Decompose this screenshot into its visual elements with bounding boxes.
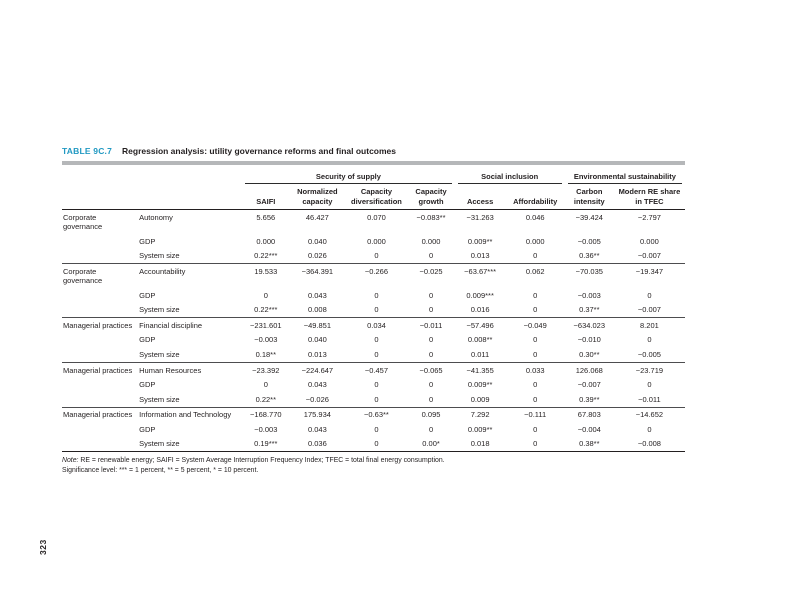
col-group-label: Social inclusion <box>458 170 562 184</box>
cell-value: −0.63** <box>345 407 407 422</box>
cell-value: −0.003 <box>254 335 278 345</box>
cell-value: 46.427 <box>305 212 329 222</box>
column-header-normalized-capacity: Normalized capacity <box>289 184 345 209</box>
table-row <box>62 318 685 333</box>
cell-value: 0 <box>533 251 538 261</box>
cell-value: 0.37** <box>579 305 600 315</box>
table-row <box>62 392 685 407</box>
cell-value: −0.025 <box>408 264 455 288</box>
cell-value: 67.803 <box>565 407 614 422</box>
column-group-row <box>62 167 685 184</box>
cell-value: 0 <box>533 349 538 359</box>
table-row <box>62 378 685 393</box>
row-variable-label: GDP <box>139 424 156 434</box>
cell-value: −2.797 <box>637 212 661 222</box>
cell-value: −0.004 <box>577 424 601 434</box>
cell-value: 0.009** <box>467 380 493 390</box>
column-header-row <box>62 184 685 209</box>
row-group-label: Managerial practices <box>62 407 138 422</box>
cell-value: 0 <box>428 380 434 390</box>
cell-value: −0.083** <box>416 212 446 222</box>
cell-value: 0 <box>374 380 379 390</box>
cell-value: 0 <box>647 380 652 390</box>
cell-value: 0 <box>374 305 379 315</box>
row-group-label <box>62 234 138 249</box>
cell-value: −0.010 <box>577 335 601 345</box>
row-group-label <box>62 392 138 407</box>
table-row <box>62 264 685 288</box>
cell-value: 0 <box>533 380 538 390</box>
row-group-label: Corporate governance <box>63 212 103 232</box>
cell-value: 0.095 <box>408 407 455 422</box>
row-variable-label: Financial discipline <box>138 318 242 333</box>
cell-value: −0.065 <box>408 362 455 377</box>
row-group-label: Managerial practices <box>62 362 138 377</box>
cell-value: 0.00* <box>408 437 455 452</box>
note-significance <box>62 466 685 475</box>
row-variable-label: Information and Technology <box>138 407 242 422</box>
table-label: TABLE 9C.7 <box>62 146 113 156</box>
cell-value: 8.201 <box>614 318 685 333</box>
cell-value: −0.266 <box>345 264 407 288</box>
row-group-label: Corporate governance <box>62 264 138 288</box>
regression-table-section <box>62 146 685 475</box>
cell-value: −168.770 <box>242 407 289 422</box>
cell-value: 19.533 <box>242 264 289 288</box>
cell-value: 0 <box>428 305 434 315</box>
column-header-capacity-growth: Capacity growth <box>408 184 455 209</box>
table-row <box>62 303 685 318</box>
table-title: Regression analysis: utility governance reforms and final outcomes <box>122 146 396 156</box>
note-text: Significance level: *** = 1 percent, ** = 5 percent, * = 10 percent. <box>62 466 259 474</box>
cell-value: 0 <box>428 424 434 434</box>
cell-value: 0.026 <box>307 251 327 261</box>
cell-value: 0 <box>428 290 434 300</box>
table-top-rule <box>62 161 685 165</box>
note-text: RE = renewable energy; SAIFI = System Average Interruption Frequency Index; TFEC = total final energy consumption. <box>78 457 445 465</box>
table-row <box>62 362 685 377</box>
cell-value: −23.719 <box>614 362 685 377</box>
cell-value: 0.011 <box>471 349 490 359</box>
table-row <box>62 288 685 303</box>
cell-value: 0.008** <box>467 335 493 345</box>
table-row <box>62 347 685 362</box>
note-prefix: Note: <box>62 457 79 465</box>
regression-table <box>62 167 685 452</box>
cell-value: −0.007 <box>637 305 661 315</box>
cell-value: 0 <box>374 290 379 300</box>
cell-value: 0 <box>647 290 652 300</box>
cell-value: 0.22*** <box>254 305 278 315</box>
cell-value: −23.392 <box>242 362 289 377</box>
cell-value: −19.347 <box>614 264 685 288</box>
cell-value: −0.003 <box>254 424 278 434</box>
row-group-label <box>62 437 138 452</box>
page-number: 323 <box>38 539 48 555</box>
cell-value: 5.656 <box>256 212 276 222</box>
table-row <box>62 234 685 249</box>
col-group-label: Environmental sustainability <box>568 170 682 184</box>
cell-value: −0.003 <box>577 290 601 300</box>
cell-value: 0 <box>533 424 538 434</box>
cell-value: 0.033 <box>506 362 565 377</box>
cell-value: 0.009** <box>467 236 493 246</box>
row-variable-label: Human Resources <box>138 362 242 377</box>
cell-value: 0.062 <box>506 264 565 288</box>
row-variable-label: System size <box>139 305 180 315</box>
table-body <box>62 210 685 452</box>
row-variable-label: GDP <box>139 335 156 345</box>
col-group-environmental-sustainability <box>565 167 685 184</box>
col-group-security-of-supply <box>242 167 454 184</box>
cell-value: 0.009** <box>467 424 493 434</box>
cell-value: 0 <box>428 251 434 261</box>
cell-value: 0 <box>533 335 538 345</box>
table-row <box>62 422 685 437</box>
cell-value: 0.009*** <box>466 290 494 300</box>
cell-value: 0.38** <box>565 437 614 452</box>
table-row <box>62 407 685 422</box>
cell-value: 0.018 <box>455 437 506 452</box>
row-group-label <box>62 347 138 362</box>
note-abbreviations <box>62 456 685 465</box>
table-row <box>62 249 685 264</box>
col-group-label: Security of supply <box>245 170 451 184</box>
cell-value: 0.046 <box>525 212 545 222</box>
cell-value: −41.355 <box>455 362 506 377</box>
cell-value: −0.005 <box>577 236 601 246</box>
cell-value: −0.049 <box>506 318 565 333</box>
row-variable-label: GDP <box>139 290 156 300</box>
table-header <box>62 167 685 210</box>
cell-value: 0 <box>533 290 538 300</box>
cell-value: 7.292 <box>455 407 506 422</box>
cell-value: −39.424 <box>575 212 603 222</box>
cell-value: 0.040 <box>307 236 327 246</box>
cell-value: −224.647 <box>289 362 345 377</box>
column-header-capacity-diversification: Capacity diversification <box>345 184 407 209</box>
cell-value: 0.070 <box>367 212 386 222</box>
cell-value: −0.005 <box>637 349 661 359</box>
cell-value: −0.111 <box>506 407 565 422</box>
cell-value: 0.000 <box>367 236 386 246</box>
row-variable-label: GDP <box>139 236 156 246</box>
cell-value: 0.000 <box>256 236 276 246</box>
cell-value: 0 <box>647 424 652 434</box>
cell-value: 0.36** <box>579 251 600 261</box>
col-group-social-inclusion <box>455 167 565 184</box>
cell-value: −57.496 <box>455 318 506 333</box>
table-row <box>62 210 685 234</box>
cell-value: −231.601 <box>242 318 289 333</box>
row-group-label <box>62 378 138 393</box>
cell-value: 0 <box>533 394 538 404</box>
cell-value: 0.043 <box>307 290 327 300</box>
row-variable-label: System size <box>139 251 180 261</box>
empty-header-cell <box>62 184 138 209</box>
row-variable-label: System size <box>138 437 242 452</box>
cell-value: 0.30** <box>579 349 600 359</box>
cell-value: 0.22*** <box>254 251 278 261</box>
row-group-label <box>62 303 138 318</box>
cell-value: 0.043 <box>307 424 327 434</box>
cell-value: −634.023 <box>565 318 614 333</box>
row-group-label <box>62 422 138 437</box>
cell-value: 175.934 <box>289 407 345 422</box>
table-row <box>62 437 685 452</box>
row-group-label <box>62 333 138 348</box>
cell-value: 0.000 <box>421 236 441 246</box>
table-caption <box>62 146 685 156</box>
cell-value: 0.040 <box>307 335 327 345</box>
cell-value: 0.013 <box>307 349 327 359</box>
cell-value: −0.011 <box>638 394 661 404</box>
cell-value: 0.016 <box>470 305 490 315</box>
cell-value: −364.391 <box>289 264 345 288</box>
row-variable-label: Autonomy <box>139 212 173 222</box>
row-group-label <box>62 249 138 264</box>
cell-value: 0.034 <box>345 318 407 333</box>
cell-value: 0.043 <box>307 380 327 390</box>
row-variable-label: GDP <box>139 380 156 390</box>
cell-value: 0 <box>428 335 434 345</box>
cell-value: −14.652 <box>614 407 685 422</box>
cell-value: 0.19*** <box>242 437 289 452</box>
cell-value: 0.000 <box>525 236 545 246</box>
cell-value: −63.67*** <box>455 264 506 288</box>
cell-value: 0.39** <box>579 394 600 404</box>
cell-value: 0 <box>374 349 379 359</box>
empty-header-cell <box>138 167 242 184</box>
column-header-carbon-intensity: Carbon intensity <box>565 184 614 209</box>
cell-value: 0 <box>533 305 538 315</box>
cell-value: 0 <box>428 394 434 404</box>
row-variable-label: Accountability <box>138 264 242 288</box>
cell-value: 0 <box>374 394 379 404</box>
cell-value: 0.036 <box>289 437 345 452</box>
table-row <box>62 333 685 348</box>
column-header-saifi: SAIFI <box>242 184 289 209</box>
cell-value: 0.009 <box>470 394 490 404</box>
row-group-label: Managerial practices <box>62 318 138 333</box>
cell-value: −31.263 <box>466 212 494 222</box>
cell-value: 0 <box>374 424 379 434</box>
cell-value: 0 <box>647 335 652 345</box>
column-header-access: Access <box>455 184 506 209</box>
cell-value: −0.457 <box>345 362 407 377</box>
empty-header-cell <box>62 167 138 184</box>
column-header-modern-re-share: Modern RE share in TFEC <box>614 184 685 209</box>
cell-value: −0.008 <box>614 437 685 452</box>
row-variable-label: System size <box>139 349 180 359</box>
row-group-label <box>62 288 138 303</box>
row-variable-label: System size <box>139 394 180 404</box>
cell-value: 0 <box>263 380 268 390</box>
cell-value: 0 <box>506 437 565 452</box>
cell-value: −0.007 <box>577 380 601 390</box>
cell-value: 0 <box>263 290 268 300</box>
cell-value: 0 <box>345 437 407 452</box>
cell-value: 0.22** <box>255 394 277 404</box>
table-notes <box>62 456 685 475</box>
cell-value: 126.068 <box>565 362 614 377</box>
cell-value: −0.011 <box>408 318 455 333</box>
cell-value: 0.013 <box>470 251 490 261</box>
cell-value: 0 <box>374 251 379 261</box>
cell-value: 0 <box>374 335 379 345</box>
cell-value: 0.008 <box>307 305 327 315</box>
cell-value: −49.851 <box>289 318 345 333</box>
cell-value: 0.000 <box>640 236 659 246</box>
cell-value: −70.035 <box>565 264 614 288</box>
empty-header-cell <box>138 184 242 209</box>
cell-value: 0 <box>428 349 434 359</box>
cell-value: −0.026 <box>305 394 329 404</box>
column-header-affordability: Affordability <box>506 184 565 209</box>
cell-value: 0.18** <box>255 349 277 359</box>
cell-value: −0.007 <box>637 251 661 261</box>
